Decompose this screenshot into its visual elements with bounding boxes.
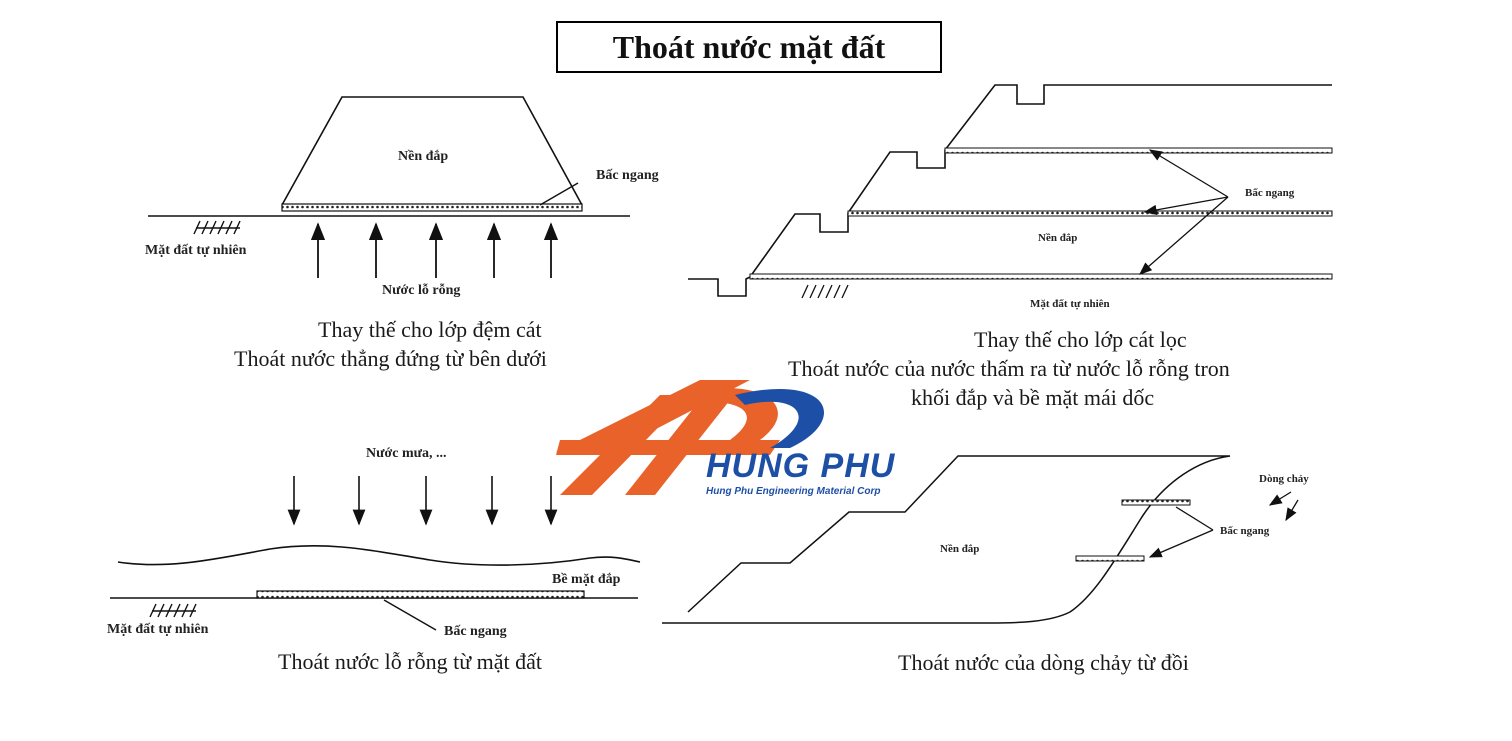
ground-hatch-icon [150,604,196,617]
drain-pointer-1 [1150,150,1228,197]
stepped-slope [688,85,1332,296]
caption-top-right-1: Thay thế cho lớp cát lọc [974,327,1187,352]
drain-layer-middle [848,211,1332,216]
flow-arrow-1 [1270,492,1291,505]
fill-surface-curve [118,546,640,565]
caption-top-left-1: Thay thế cho lớp đệm cát [318,317,542,342]
caption-top-right-3: khối đắp và bề mặt mái dốc [911,385,1155,410]
panel-top-right [688,85,1332,298]
label-drain: Bấc ngang [1245,187,1295,199]
drain-upper [1122,500,1190,505]
caption-bottom-right: Thoát nước của dòng chảy từ đồi [898,650,1189,675]
drain-layer-bottom [750,274,1332,279]
drain-pointer-2 [1150,530,1213,557]
caption-bottom-left: Thoát nước lỗ rỗng từ mặt đất [278,649,542,674]
label-embankment: Nền đắp [398,149,449,164]
caption-top-left-2: Thoát nước thẳng đứng từ bên dưới [234,346,547,371]
rain-arrows [294,476,551,524]
ground-hatch-icon [194,221,240,234]
drain-pointer-1 [1176,507,1213,530]
label-ground: Mặt đất tự nhiên [145,243,247,258]
pore-water-arrows [318,224,551,278]
caption-top-right-2: Thoát nước của nước thấm ra từ nước lỗ rỗng tron [788,356,1230,381]
drain-lower [1076,556,1144,561]
drain-pointer [540,183,578,205]
label-pore-water: Nước lỗ rỗng [382,283,461,298]
label-drain: Bấc ngang [1220,525,1270,537]
drain-pointer-3 [1140,197,1228,274]
label-ground: Mặt đất tự nhiên [107,622,209,637]
label-ground: Mặt đất tự nhiên [1030,298,1110,310]
horizontal-drain [282,204,582,211]
horizontal-drain [257,591,584,598]
panel-bottom-left [110,476,640,630]
label-embankment: Nền đắp [940,543,980,555]
logo-name: HUNG PHU [706,447,896,485]
label-drain: Bấc ngang [596,168,659,183]
label-flow: Dòng chảy [1259,473,1309,485]
label-fill-surface: Bề mặt đắp [552,572,621,587]
drain-layer-top [945,148,1332,153]
logo-tagline: Hung Phu Engineering Material Corp [706,486,881,497]
label-embankment: Nền đắp [1038,232,1078,244]
drain-pointer [384,600,436,630]
page-title: Thoát nước mặt đất [556,21,942,73]
ground-hatch-icon [802,285,848,298]
flow-arrow-2 [1286,500,1298,520]
label-drain: Bấc ngang [444,624,507,639]
label-rain: Nước mưa, ... [366,446,447,461]
drain-pointer-2 [1145,197,1228,212]
